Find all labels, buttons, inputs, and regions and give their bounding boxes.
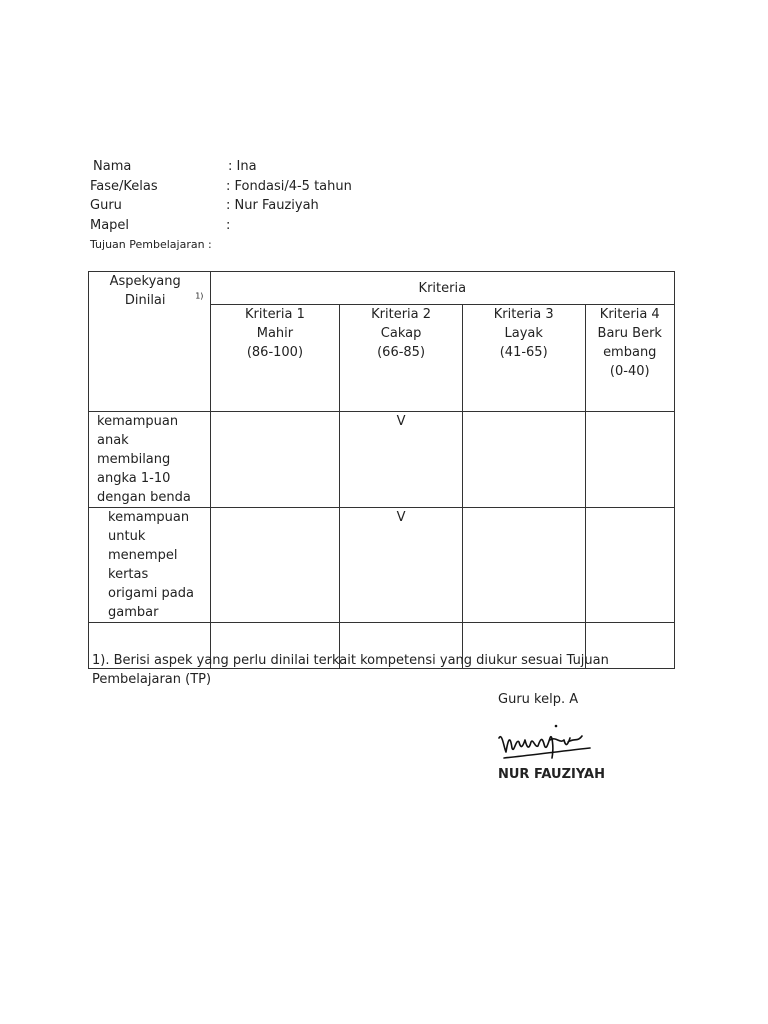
handwritten-signature [494,718,594,768]
fase-value: : Fondasi/4-5 tahun [226,178,352,194]
criteria-range: (66-85) [377,345,426,360]
kriteria-header: Kriteria [418,280,467,296]
mark-cell [210,508,340,623]
guru-value: : Nur Fauziyah [226,198,319,213]
nama-value: : Ina [228,159,257,174]
guru-label: Guru [90,198,122,213]
aspek-cell [89,508,211,623]
criteria-range: (41-65) [499,345,548,360]
criteria-title: Kriteria 3 [493,307,554,322]
criteria-title: Kriteria 4 [599,307,660,322]
criteria-range: (86-100) [246,345,304,360]
mark-cell: V [340,412,463,508]
footnote-text: 1). Berisi aspek yang perlu dinilai terkait kompetensi yang diukur sesuai Tujuan Pembelajaran (TP) [92,653,609,687]
mapel-label: Mapel [90,217,130,233]
criteria-cell-3 [462,305,585,412]
tujuan-pembelajaran-label: Tujuan Pembelajaran : [90,238,212,251]
assessment-table [88,271,675,669]
info-row-fase [90,177,510,197]
nama-label: Nama [93,159,132,174]
info-row-guru [90,196,510,216]
aspek-header-cell [89,272,211,412]
student-info [90,157,510,255]
criteria-name: Cakap [380,326,422,341]
footnote-mark: 1) [195,291,204,301]
criteria-range: (0-40) [609,364,650,379]
criteria-title: Kriteria 1 [244,307,305,322]
table-row [89,508,675,623]
criteria-name: Layak [504,326,543,341]
aspek-text: kemampuan anak membilang angka 1-10 dengan benda [97,414,191,505]
criteria-name: Baru Berkembang [597,326,662,360]
mark-cell: V [340,508,463,623]
criteria-cell-4 [585,305,674,412]
info-row-nama [90,157,510,177]
table-header-row [89,272,675,305]
kriteria-header-cell [210,272,674,305]
fase-label: Fase/Kelas [90,178,158,194]
mapel-value: : [226,217,231,233]
signer-name: NUR FAUZIYAH [498,767,605,782]
mark-cell [210,412,340,508]
info-row-mapel [90,216,510,236]
aspek-header-text: Aspekyang Dinilai [109,274,181,308]
mark-cell [462,508,585,623]
aspek-cell [89,412,211,508]
criteria-cell-1 [210,305,340,412]
footnote [92,651,692,689]
criteria-title: Kriteria 2 [371,307,432,322]
aspek-text: kemampuan untuk menempel kertas origami pada gambar [108,510,194,620]
table-row [89,412,675,508]
criteria-cell-2 [340,305,463,412]
mark-cell [585,412,674,508]
criteria-name: Mahir [256,326,294,341]
signature-role: Guru kelp. A [498,692,579,707]
mark-cell [585,508,674,623]
mark-cell [462,412,585,508]
